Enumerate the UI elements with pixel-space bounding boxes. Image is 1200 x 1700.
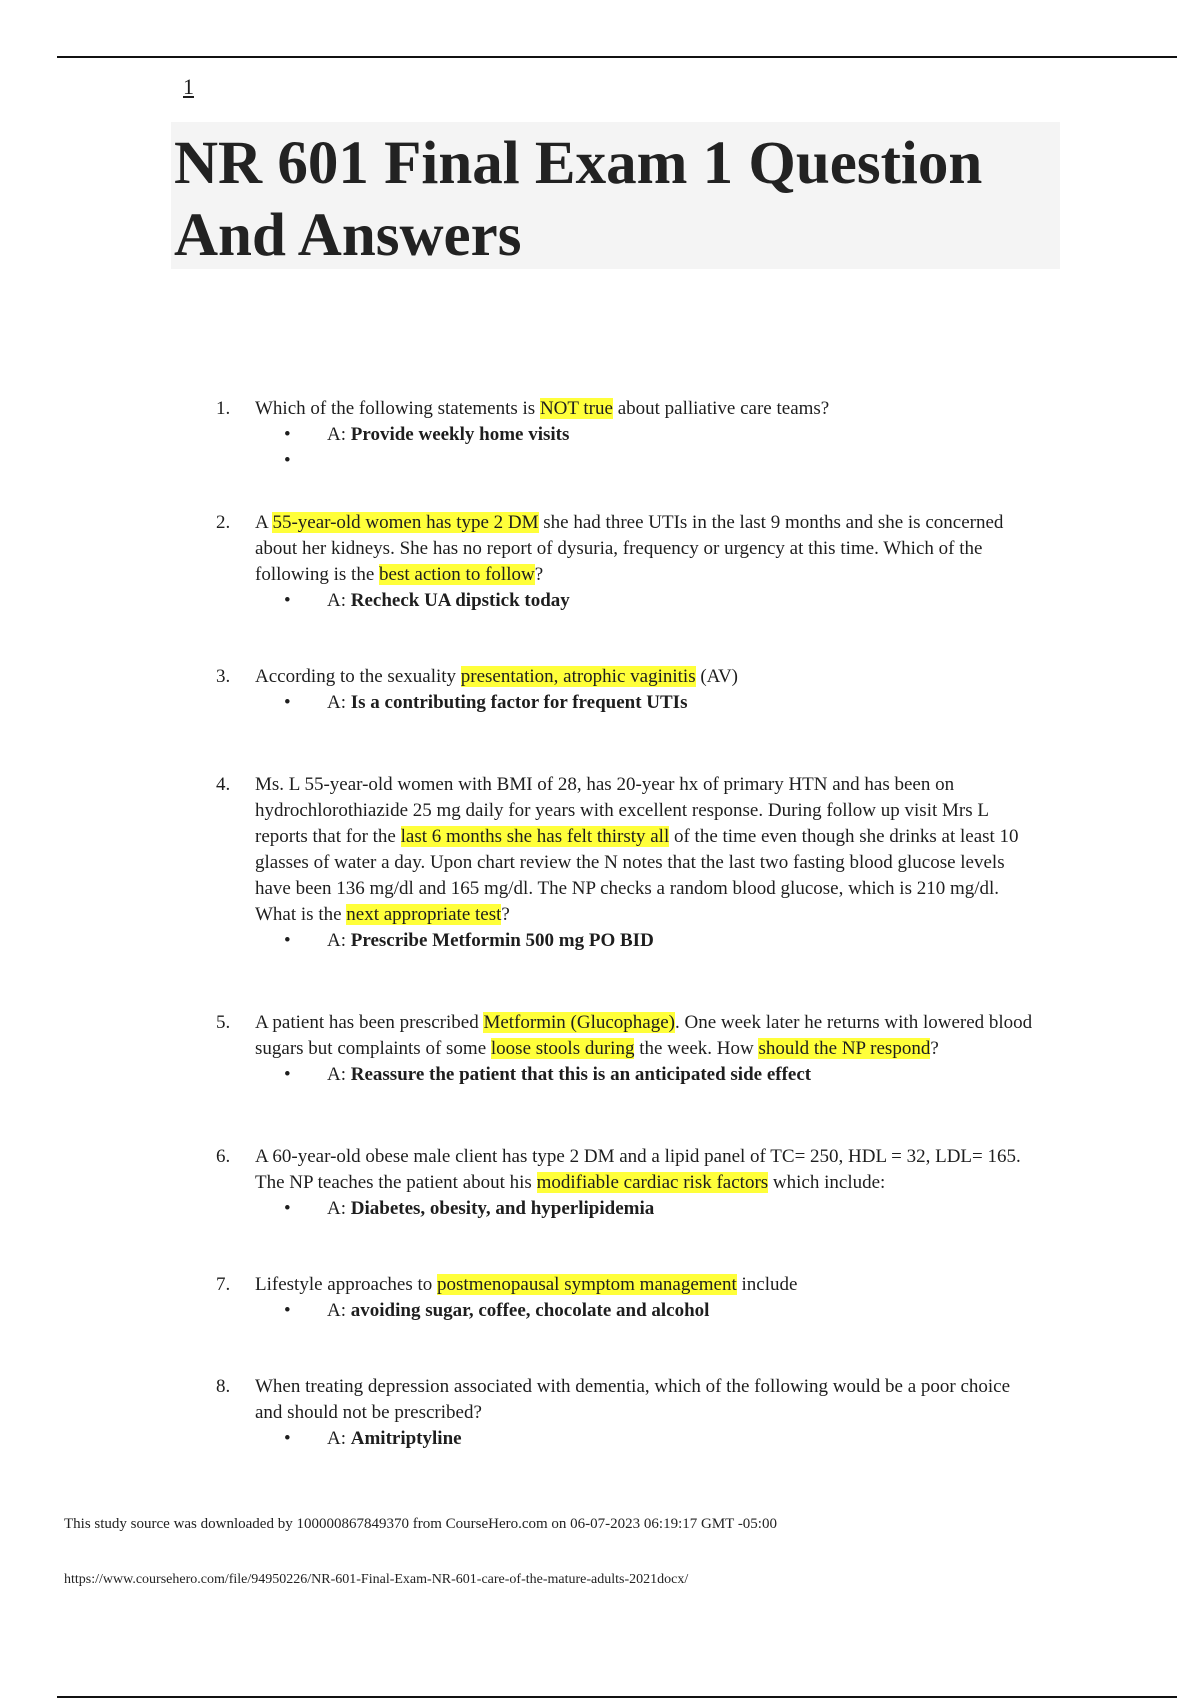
question-text <box>255 772 1041 928</box>
answer-item <box>255 1196 1041 1222</box>
highlighted-phrase: Metformin (Glucophage) <box>483 1012 675 1033</box>
question-text-segment: A patient has been prescribed <box>255 1012 484 1033</box>
highlighted-phrase: NOT true <box>539 398 613 419</box>
answer-prefix: A: <box>327 590 351 611</box>
question-item <box>216 1374 1041 1452</box>
bottom-rule <box>57 1696 1177 1698</box>
highlighted-phrase: last 6 months she has felt thirsty all <box>400 826 670 847</box>
question-text-segment: of the time even though she drinks at least 10 glasses of water a day. Upon chart review the N notes that the last two fasting blood glucose levels have been 136 mg/dl and 165 mg/dl. The NP checks a random blood glucose, which is 210 mg/dl. What is the <box>255 826 1019 925</box>
highlighted-phrase: next appropriate test <box>346 904 502 925</box>
question-item <box>216 396 1041 474</box>
question-text-segment: Which of the following statements is <box>255 398 540 419</box>
answer-item <box>255 1298 1041 1324</box>
question-number: 1. <box>216 398 231 419</box>
answer-text: Prescribe Metformin 500 mg PO BID <box>350 930 654 951</box>
question-item <box>216 1010 1041 1088</box>
answer-text: Is a contributing factor for frequent UTIs <box>350 692 688 713</box>
question-number: 2. <box>216 512 231 533</box>
top-rule <box>57 56 1177 58</box>
answer-list <box>255 1426 1041 1452</box>
question-number: 7. <box>216 1274 231 1295</box>
answer-prefix: A: <box>327 424 351 445</box>
title-box <box>171 122 1060 269</box>
answer-list <box>255 588 1041 614</box>
source-url: https://www.coursehero.com/file/94950226/NR-601-Final-Exam-NR-601-care-of-the-mature-adults-2021docx/ <box>64 1572 689 1587</box>
answer-list <box>255 690 1041 716</box>
answer-prefix: A: <box>327 1428 351 1449</box>
answer-text: Amitriptyline <box>350 1428 462 1449</box>
question-text-segment: ? <box>501 904 510 925</box>
answer-list <box>255 1298 1041 1324</box>
question-number: 4. <box>216 774 231 795</box>
question-text-segment: Lifestyle approaches to <box>255 1274 438 1295</box>
answer-list <box>255 1062 1041 1088</box>
question-number: 6. <box>216 1146 231 1167</box>
download-source-notice: This study source was downloaded by 100000867849370 from CourseHero.com on 06-07-2023 06:19:17 GMT -05:00 <box>64 1516 777 1532</box>
question-text <box>255 1144 1041 1196</box>
answer-item <box>255 422 1041 448</box>
question-text-segment: which include: <box>768 1172 886 1193</box>
question-item <box>216 1144 1041 1222</box>
answer-prefix: A: <box>327 1064 351 1085</box>
answer-prefix: A: <box>327 930 351 951</box>
highlighted-phrase: loose stools during <box>490 1038 635 1059</box>
question-item <box>216 772 1041 954</box>
question-text-segment: A <box>255 512 273 533</box>
question-item <box>216 1272 1041 1324</box>
answer-text: Reassure the patient that this is an anticipated side effect <box>350 1064 812 1085</box>
question-item <box>216 664 1041 716</box>
answer-prefix: A: <box>327 1198 351 1219</box>
page-number: 1 <box>183 74 194 99</box>
question-list <box>216 396 1041 1452</box>
question-text-segment: ? <box>534 564 544 585</box>
highlighted-phrase: presentation, atrophic vaginitis <box>460 666 696 687</box>
highlighted-phrase: should the NP respond <box>758 1038 931 1059</box>
answer-list <box>255 928 1041 954</box>
answer-text: avoiding sugar, coffee, chocolate and alcohol <box>350 1300 710 1321</box>
question-text-segment: about palliative care teams? <box>612 398 830 419</box>
page-title: NR 601 Final Exam 1 Question And Answers <box>174 130 983 269</box>
answer-text: Recheck UA dipstick today <box>350 590 570 611</box>
answer-prefix: A: <box>327 692 351 713</box>
answer-list <box>255 422 1041 474</box>
question-text-segment: According to the sexuality <box>255 666 461 687</box>
answer-prefix: A: <box>327 1300 351 1321</box>
answer-item <box>255 588 1041 614</box>
question-text-segment: she had three UTIs in the last 9 months and she is concerned about her kidneys. She has no report of dysuria, frequency or urgency at this time. Which of the following is the <box>255 512 1004 585</box>
question-text-segment: include <box>736 1274 798 1295</box>
question-text <box>255 1010 1041 1062</box>
answer-item <box>255 1426 1041 1452</box>
question-text-segment: (AV) <box>695 666 738 687</box>
question-text-segment: the week. How <box>634 1038 759 1059</box>
answer-item <box>255 1062 1041 1088</box>
question-text <box>255 396 1041 422</box>
question-number: 3. <box>216 666 231 687</box>
question-text-segment: ? <box>930 1038 939 1059</box>
answer-item <box>255 690 1041 716</box>
highlighted-phrase: 55-year-old women has type 2 DM <box>272 512 539 533</box>
question-item <box>216 510 1041 614</box>
question-number: 5. <box>216 1012 231 1033</box>
answer-item <box>255 928 1041 954</box>
answer-item <box>255 448 1041 474</box>
question-text <box>255 510 1041 588</box>
question-text-segment: Ms. L 55-year-old women with BMI of 28, has 20-year hx of primary HTN and has been on hydrochlorothiazide 25 mg daily for years with excellent response. During follow up visit Mrs L reports that for the <box>255 774 989 847</box>
answer-text: Provide weekly home visits <box>350 424 570 445</box>
answer-text: Diabetes, obesity, and hyperlipidemia <box>350 1198 655 1219</box>
question-text-segment: . One week later he returns with lowered blood sugars but complaints of some <box>255 1012 1033 1059</box>
question-text <box>255 664 1041 690</box>
highlighted-phrase: modifiable cardiac risk factors <box>536 1172 769 1193</box>
question-text-segment: A 60-year-old obese male client has type 2 DM and a lipid panel of TC= 250, HDL = 32, LDL= 165. The NP teaches the patient about his <box>255 1146 1021 1193</box>
highlighted-phrase: best action to follow <box>379 564 535 585</box>
question-text <box>255 1272 1041 1298</box>
question-text-segment: When treating depression associated with dementia, which of the following would be a poor choice and should not be prescribed? <box>255 1376 1011 1423</box>
question-text <box>255 1374 1041 1426</box>
answer-list <box>255 1196 1041 1222</box>
highlighted-phrase: postmenopausal symptom management <box>437 1274 737 1295</box>
question-number: 8. <box>216 1376 231 1397</box>
